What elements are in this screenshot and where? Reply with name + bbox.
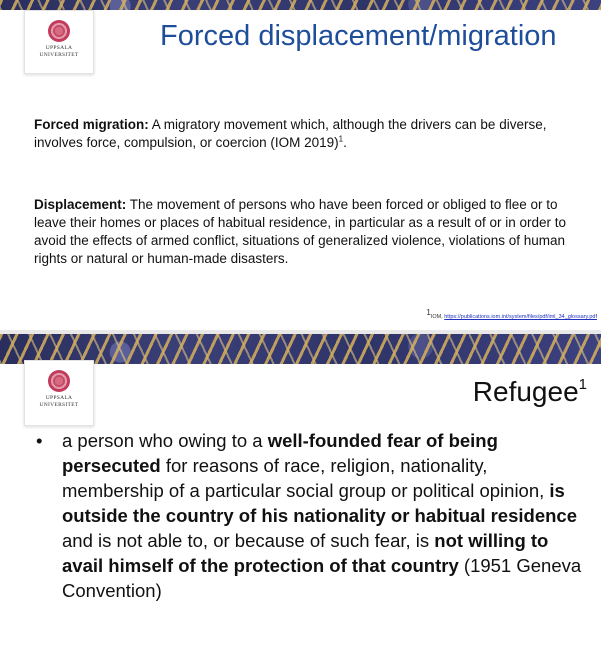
- definition-text: A migratory movement which, although the drivers can be diverse, involves force, compulsion, or coercion (IOM 2019): [34, 117, 547, 150]
- slide-title: Forced displacement/migration: [160, 20, 557, 52]
- displacement-definition: [34, 196, 574, 268]
- forced-migration-definition: [34, 116, 574, 152]
- bullet-text: a person who owing to a: [62, 430, 268, 451]
- footnote: [426, 308, 597, 320]
- definition-tail: .: [343, 135, 347, 150]
- footnote-prefix: IOM,: [430, 313, 445, 320]
- university-seal-icon: [48, 370, 70, 392]
- bullet-emphasis: is outside the country of his nationality or habitual residence: [62, 480, 577, 526]
- logo-line-2: UNIVERSITET: [39, 52, 79, 58]
- logo-line-1: UPPSALA: [45, 395, 73, 401]
- decorative-banner: [0, 0, 601, 10]
- refugee-definition-list: [36, 428, 586, 603]
- bullet-text: for reasons of race, religion, nationality, membership of a particular social group or political opinion,: [62, 455, 550, 501]
- university-seal-icon: [48, 20, 70, 42]
- footnote-link[interactable]: https://publications.iom.int/system/files/pdf/iml_34_glossary.pdf: [444, 313, 597, 320]
- bullet-text: and is not able to, or because of such fear, is: [62, 530, 435, 551]
- bullet-emphasis: not willing to avail himself of the protection of that country: [62, 530, 549, 576]
- footnote-ref: 1: [338, 134, 344, 144]
- definition-term: Forced migration:: [34, 117, 149, 132]
- slide-title-text: Refugee: [472, 376, 579, 407]
- definition-text: The movement of persons who have been forced or obliged to flee or to leave their homes or places of habitual residence, in particular as a result of or in order to avoid the effects of armed conflict, situations of generalized violence, violations of human rights or natural or human-made disasters.: [34, 197, 567, 266]
- uppsala-logo: [24, 360, 94, 426]
- bullet-text: (1951 Geneva Convention): [62, 555, 582, 601]
- slide-refugee: [0, 334, 601, 660]
- list-item: [36, 428, 586, 603]
- footnote-ref: 1: [578, 376, 587, 393]
- slide-title: [473, 376, 587, 408]
- logo-line-2: UNIVERSITET: [39, 402, 79, 408]
- uppsala-logo: [24, 10, 94, 74]
- logo-line-1: UPPSALA: [45, 45, 73, 51]
- footnote-number: 1: [426, 308, 431, 317]
- bullet-icon: •: [36, 430, 43, 451]
- definition-term: Displacement:: [34, 197, 127, 212]
- bullet-emphasis: well-founded fear of being persecuted: [62, 430, 498, 476]
